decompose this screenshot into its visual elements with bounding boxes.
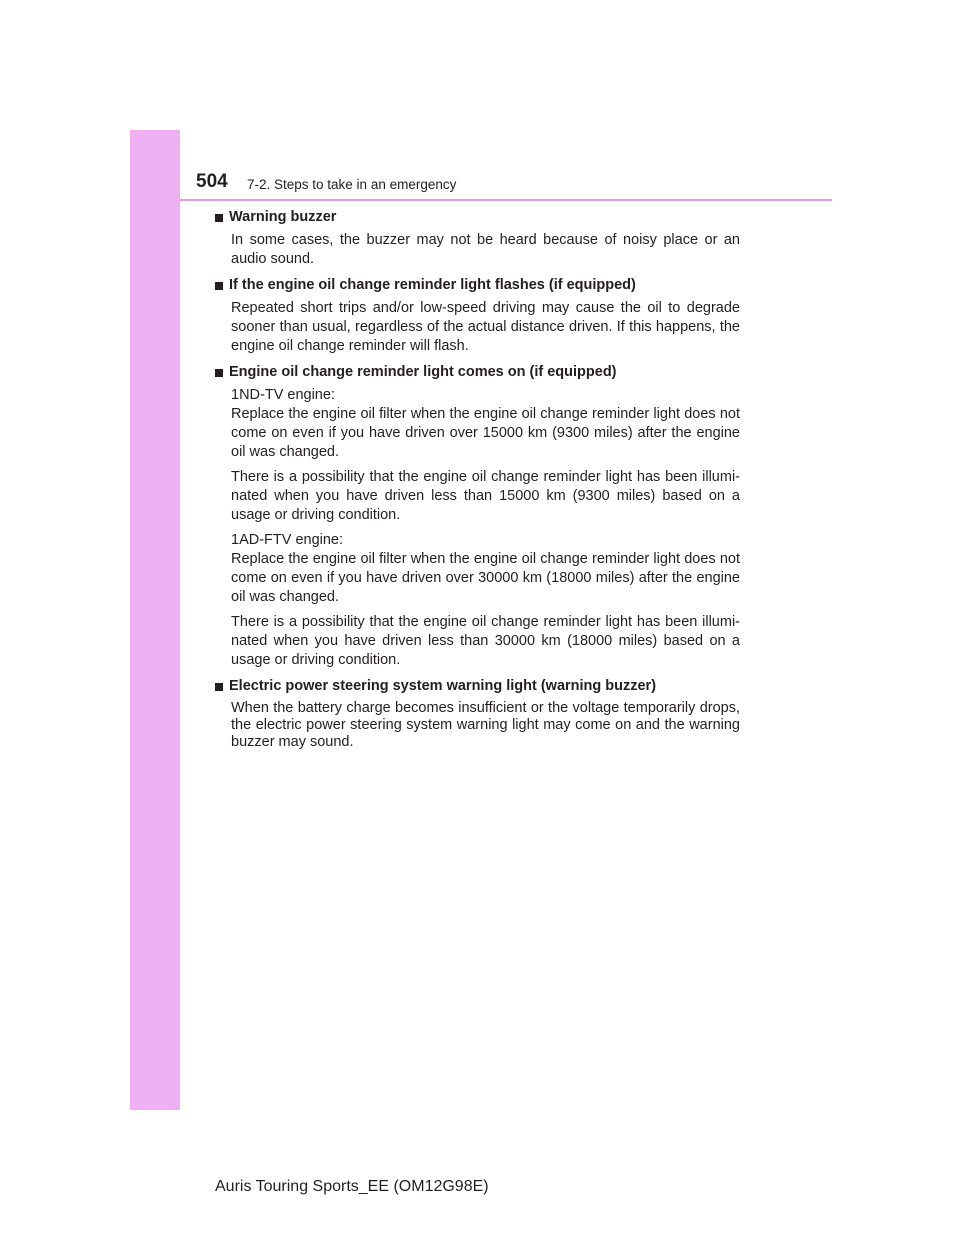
- page-content: [215, 208, 740, 758]
- paragraph: When the battery charge becomes insufficient or the voltage temporarily drops, the electric power steering system warning light may come on and the warning buzzer may sound.: [231, 700, 740, 750]
- section-oil-light-flashes: [215, 276, 740, 356]
- engine-label: 1AD-FTV engine:: [231, 532, 344, 548]
- paragraph: There is a possibility that the engine oil change reminder light has been illumi-nated when you have driven less than 30000 km (18000 miles) based on a usage or driving condition.: [231, 614, 740, 668]
- heading-text: Electric power steering system warning light (warning buzzer): [229, 678, 657, 694]
- section-heading: [215, 276, 740, 295]
- page-number: 504: [196, 171, 228, 192]
- paragraph: Repeated short trips and/or low-speed driving may cause the oil to degrade sooner than usual, regardless of the actual distance driven. If this happens, the engine oil change reminder will flash.: [231, 300, 740, 354]
- heading-text: Engine oil change reminder light comes on (if equipped): [229, 364, 617, 380]
- paragraph-engine-1ad: [231, 531, 740, 550]
- section-oil-light-comes-on: [215, 363, 740, 670]
- paragraph: In some cases, the buzzer may not be heard because of noisy place or an audio sound.: [231, 232, 740, 267]
- footer-document-id: Auris Touring Sports_EE (OM12G98E): [215, 1178, 489, 1195]
- heading-text: If the engine oil change reminder light flashes (if equipped): [229, 277, 636, 293]
- side-color-band: [130, 130, 180, 1110]
- section-warning-buzzer: [215, 208, 740, 269]
- heading-text: Warning buzzer: [229, 209, 337, 225]
- square-bullet-icon: [215, 683, 223, 691]
- section-eps-warning: [215, 677, 740, 751]
- engine-label: 1ND-TV engine:: [231, 387, 335, 403]
- section-title: 7-2. Steps to take in an emergency: [247, 177, 457, 192]
- paragraph: There is a possibility that the engine oil change reminder light has been illumi-nated when you have driven less than 15000 km (9300 miles) based on a usage or driving condition.: [231, 469, 740, 523]
- square-bullet-icon: [215, 282, 223, 290]
- paragraph-engine-1nd: [231, 386, 740, 405]
- header-rule: [180, 199, 832, 201]
- paragraph: Replace the engine oil filter when the engine oil change reminder light does not come on even if you have driven over 15000 km (9300 miles) after the engine oil was changed.: [231, 406, 740, 460]
- square-bullet-icon: [215, 369, 223, 377]
- section-heading: [215, 363, 740, 382]
- square-bullet-icon: [215, 214, 223, 222]
- section-heading: [215, 677, 740, 696]
- paragraph: Replace the engine oil filter when the engine oil change reminder light does not come on even if you have driven over 30000 km (18000 miles) after the engine oil was changed.: [231, 551, 740, 605]
- section-heading: [215, 208, 740, 227]
